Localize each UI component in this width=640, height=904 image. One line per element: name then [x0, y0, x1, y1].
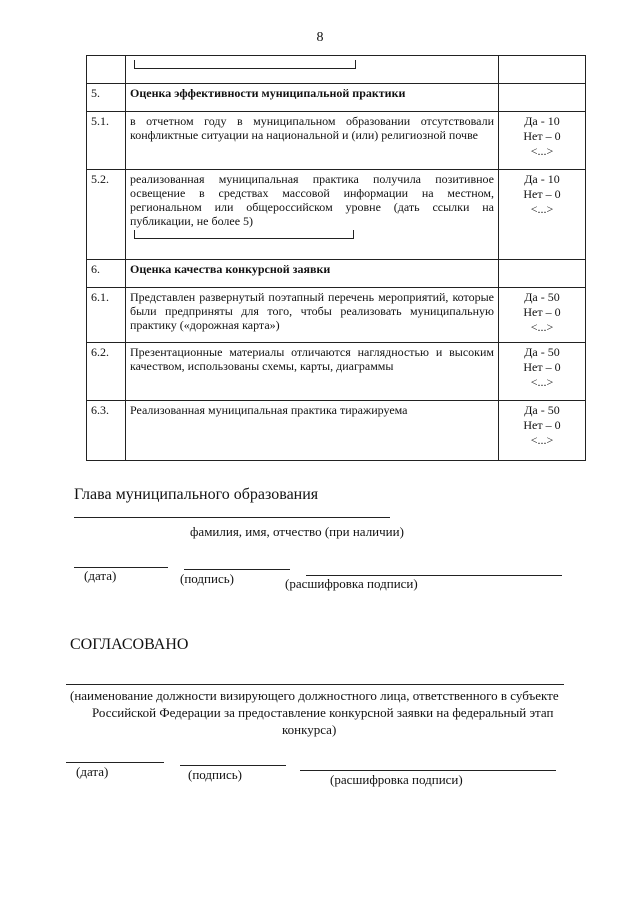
score-cell — [499, 84, 586, 112]
criteria-row — [87, 112, 586, 170]
score-option: Да - 10 — [524, 172, 560, 186]
sign-caption: (подпись) — [180, 571, 234, 586]
criteria-table — [86, 55, 586, 461]
page-number: 8 — [316, 30, 324, 45]
score-cell — [499, 343, 586, 401]
score-option: Нет – 0 — [523, 360, 561, 374]
score-option: Да - 50 — [524, 403, 560, 417]
date-caption: (дата) — [84, 568, 117, 583]
position-caption-line3: конкурса) — [282, 722, 337, 737]
approval-date-caption: (дата) — [76, 764, 109, 779]
criterion-cell — [126, 170, 499, 260]
row-number: 5.2. — [87, 170, 126, 260]
criterion-cell — [126, 343, 499, 401]
score-option: <...> — [530, 433, 554, 447]
criterion-cell — [126, 112, 499, 170]
score-cell — [499, 56, 586, 84]
link-input-bracket — [134, 230, 354, 239]
head-title: Глава муниципального образования — [74, 486, 319, 503]
criteria-row — [87, 401, 586, 461]
score-cell — [499, 260, 586, 288]
criterion-text: Презентационные материалы отличаются наглядностью и высоким качеством, использованы схемы, карты, диаграммы — [130, 345, 494, 373]
criterion-text: реализованная муниципальная практика получила позитивное освещение в средствах массовой информации на местном, региональном или общероссийском уровне (дать ссылки на публикации, не более 5) — [130, 172, 494, 228]
row-number: 6.2. — [87, 343, 126, 401]
criterion-cell — [126, 260, 499, 288]
approval-sign-line — [180, 765, 286, 766]
criteria-row — [87, 343, 586, 401]
approval-title: СОГЛАСОВАНО — [70, 636, 189, 653]
score-option: Нет – 0 — [523, 187, 561, 201]
score-option: Да - 10 — [524, 114, 560, 128]
row-number: 5. — [87, 84, 126, 112]
position-caption-line2: Российской Федерации за предоставление конкурсной заявки на федеральный этап — [92, 705, 554, 720]
approval-date-line — [66, 762, 164, 763]
criteria-row — [87, 260, 586, 288]
row-number: 6. — [87, 260, 126, 288]
score-option: Нет – 0 — [523, 129, 561, 143]
criterion-cell — [126, 288, 499, 343]
score-cell — [499, 401, 586, 461]
score-cell — [499, 112, 586, 170]
score-option: Да - 50 — [524, 345, 560, 359]
score-option: <...> — [530, 375, 554, 389]
criteria-row — [87, 288, 586, 343]
score-cell — [499, 288, 586, 343]
position-caption-line1: (наименование должности визирующего должностного лица, ответственного в субъекте — [70, 688, 559, 703]
criterion-text: Реализованная муниципальная практика тиражируема — [130, 403, 408, 417]
row-number: 6.1. — [87, 288, 126, 343]
decode-caption: (расшифровка подписи) — [285, 576, 418, 591]
criterion-cell — [126, 401, 499, 461]
criterion-text: в отчетном году в муниципальном образовании отсутствовали конфликтные ситуации на национальной и (или) религиозной почве — [130, 114, 494, 142]
score-option: <...> — [530, 144, 554, 158]
fio-line — [74, 517, 390, 518]
criterion-cell — [126, 84, 499, 112]
score-option: Да - 50 — [524, 290, 560, 304]
score-option: <...> — [530, 202, 554, 216]
row-number — [87, 56, 126, 84]
criterion-text: Оценка качества конкурсной заявки — [130, 262, 331, 276]
approval-decode-caption: (расшифровка подписи) — [330, 772, 463, 787]
criterion-text: Оценка эффективности муниципальной практики — [130, 86, 406, 100]
approval-decode-line — [300, 770, 556, 771]
criteria-row — [87, 56, 586, 84]
criterion-text: Представлен развернутый поэтапный перечень мероприятий, которые были предприняты для того, чтобы реализовать муниципальную практику («дорожная карта») — [130, 290, 494, 332]
fio-caption: фамилия, имя, отчество (при наличии) — [190, 524, 404, 539]
score-option: Нет – 0 — [523, 418, 561, 432]
approval-sign-caption: (подпись) — [188, 767, 242, 782]
criteria-row — [87, 170, 586, 260]
position-line — [66, 684, 564, 685]
criterion-cell — [126, 56, 499, 84]
row-number: 5.1. — [87, 112, 126, 170]
score-option: Нет – 0 — [523, 305, 561, 319]
score-cell — [499, 170, 586, 260]
sign-line — [184, 569, 290, 570]
criteria-row — [87, 84, 586, 112]
row-number: 6.3. — [87, 401, 126, 461]
score-option: <...> — [530, 320, 554, 334]
link-input-bracket — [134, 60, 356, 69]
